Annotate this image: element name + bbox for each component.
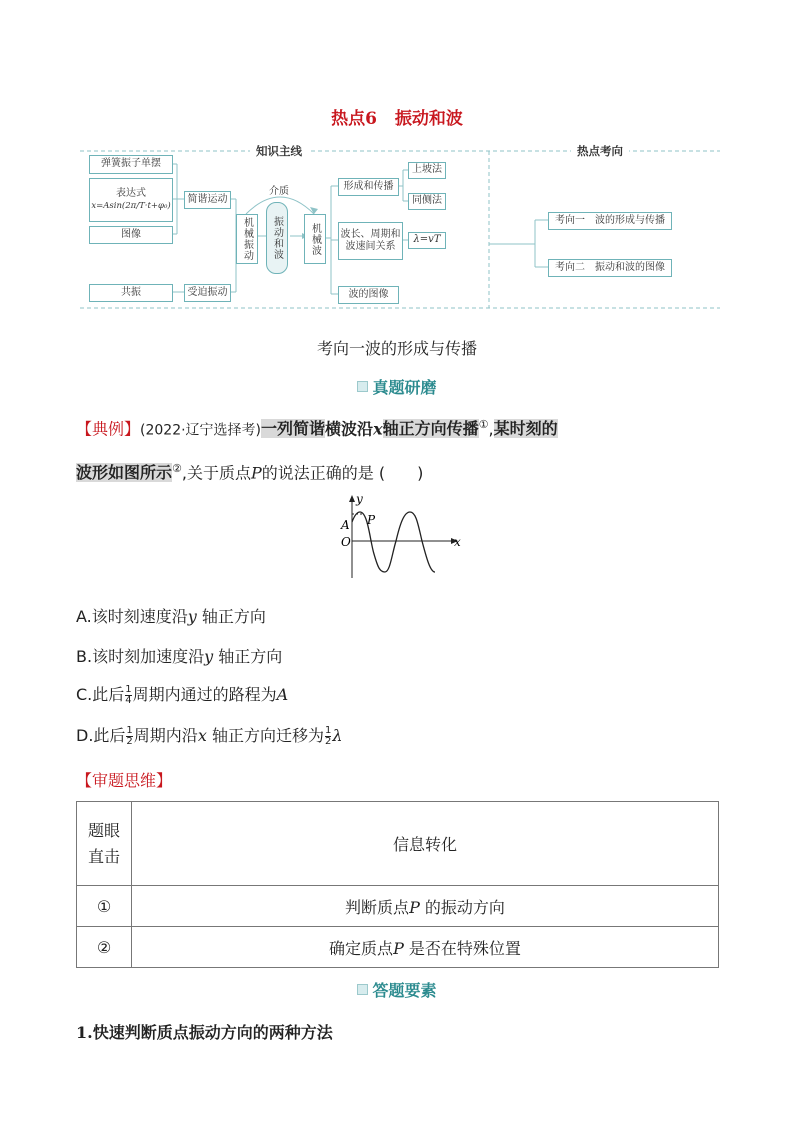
option-d-var: x: [197, 726, 207, 745]
option-a-pre: A.该时刻速度沿: [76, 607, 188, 626]
fraction-half-2: [325, 726, 331, 747]
option-c-pre: C.此后: [76, 685, 125, 704]
highlight-2: 轴正方向传播: [382, 419, 479, 439]
label-medium: 介质: [269, 186, 289, 197]
box-slope-method: 上坡法: [408, 162, 446, 179]
var-x: x: [373, 419, 383, 439]
answer-paren: ( ): [378, 463, 424, 483]
header-col1-line2: 直击: [87, 846, 120, 866]
example-line2: [76, 461, 726, 485]
row1-pre: 判断质点: [345, 897, 410, 917]
thinking-label: 【审题思维】: [76, 771, 173, 790]
table-row: [77, 802, 719, 886]
table-row2-text: [132, 927, 719, 968]
mindmap-left-label: 知识主线: [250, 143, 308, 159]
box-forced: 受迫振动: [184, 284, 231, 302]
analysis-table: [76, 801, 719, 968]
option-d-pre: D.此后: [76, 726, 126, 745]
section-heading: 考向一波的形成与传播: [316, 339, 477, 358]
option-d-lambda: λ: [332, 726, 343, 745]
mark-1: ①: [478, 418, 489, 431]
title-prefix: 热点6: [331, 109, 377, 129]
highlight-3: 某时刻的: [493, 419, 558, 439]
frac-den: 2: [126, 736, 133, 747]
option-d-mid: 周期内沿: [133, 726, 198, 745]
option-c-var: A: [276, 685, 289, 704]
option-a-var: y: [187, 607, 197, 626]
box-image: 图像: [89, 226, 173, 244]
mind-map: [0, 0, 794, 320]
frac-num: 1: [324, 725, 332, 736]
row1-post: 的振动方向: [424, 897, 505, 917]
example-mid: 横波沿: [325, 419, 374, 439]
option-a-post: 轴正方向: [201, 607, 266, 626]
box-mech-wave: 机械波: [304, 214, 326, 264]
option-d-mid2: 轴正方向迁移为: [211, 726, 324, 745]
example-rest-b: 的说法正确的是: [261, 463, 374, 483]
example-label: 【典例】: [76, 419, 141, 439]
option-b-post: 轴正方向: [218, 647, 283, 666]
wave-relation-line2: 波速间关系: [345, 241, 396, 252]
box-formation: 形成和传播: [338, 178, 399, 196]
row2-pre: 确定质点: [329, 938, 394, 958]
table-header-col1: [77, 802, 132, 886]
square-icon: [357, 984, 368, 995]
table-row1-text: [132, 886, 719, 927]
highlight-4: 波形如图所示: [76, 463, 173, 483]
table-row: [77, 927, 719, 968]
option-c-post: 周期内通过的路程为: [132, 685, 277, 704]
square-icon: [357, 381, 368, 392]
expr-formula: x=Asin(2π/T·t+φ₀): [91, 200, 171, 211]
point-p-label: P: [367, 513, 376, 527]
point-1: 1.快速判断质点振动方向的两种方法: [76, 1023, 333, 1042]
table-row: [77, 886, 719, 927]
row1-var: P: [409, 897, 420, 917]
table-header-col2: 信息转化: [132, 802, 719, 886]
axis-x-label: x: [454, 535, 461, 549]
row2-var: P: [393, 938, 404, 958]
highlight-1: 一列简谐: [261, 419, 326, 439]
tag-study-text: 真题研磨: [372, 378, 437, 397]
box-same-side-method: 同侧法: [408, 193, 446, 210]
frac-den: 4: [125, 695, 132, 706]
box-wave-image: 波的图像: [338, 286, 399, 304]
example-source: (2022·辽宁选择考): [140, 422, 262, 439]
table-row2-mark: ②: [77, 927, 132, 968]
example-line1: 【典例】(2022·辽宁选择考)一列简谐横波沿x轴正方向传播①,某时刻的: [76, 418, 558, 439]
frac-num: 1: [125, 684, 132, 695]
wave-graph: [330, 494, 465, 582]
box-mech-vibration: 机械振动: [236, 214, 258, 264]
option-c: [76, 684, 726, 706]
box-wave-relation: [338, 222, 403, 260]
option-b-pre: B.该时刻加速度沿: [76, 647, 205, 666]
option-b: [76, 646, 726, 668]
tag-answer: [0, 978, 794, 1001]
box-resonance: 共振: [89, 284, 173, 302]
option-a: [76, 606, 726, 628]
tag-answer-text: 答题要素: [372, 981, 437, 1000]
mark-2: ②: [172, 462, 182, 475]
frac-den: 2: [324, 736, 332, 747]
box-spring: 弹簧振子单摆: [89, 155, 173, 174]
box-formula: λ=vT: [408, 232, 446, 249]
fraction-half: [126, 726, 132, 747]
expr-label: 表达式: [116, 188, 146, 200]
table-row1-mark: ①: [77, 886, 132, 927]
mindmap-right-label: 热点考向: [571, 143, 629, 159]
tag-study: [0, 375, 794, 398]
fraction-quarter: [125, 685, 131, 706]
title-main: 振动和波: [394, 109, 463, 129]
option-b-var: y: [204, 647, 214, 666]
box-shm: 简谐运动: [184, 191, 231, 209]
amplitude-label: A: [341, 518, 350, 532]
box-topic1: 考向一 波的形成与传播: [548, 212, 672, 230]
box-topic2: 考向二 振动和波的图像: [548, 259, 672, 277]
origin-label: O: [341, 535, 351, 549]
option-d: [76, 725, 726, 747]
frac-num: 1: [126, 725, 133, 736]
box-expression: [89, 178, 173, 222]
header-col1-line1: 题眼: [87, 820, 120, 840]
example-rest-a: ,关于质点: [181, 463, 251, 483]
axis-y-label: y: [356, 494, 363, 506]
wave-relation-line1: 波长、周期和: [340, 228, 401, 240]
row2-post: 是否在特殊位置: [408, 938, 521, 958]
var-p: P: [250, 463, 262, 483]
box-vib-wave: 振动和波: [266, 202, 288, 274]
